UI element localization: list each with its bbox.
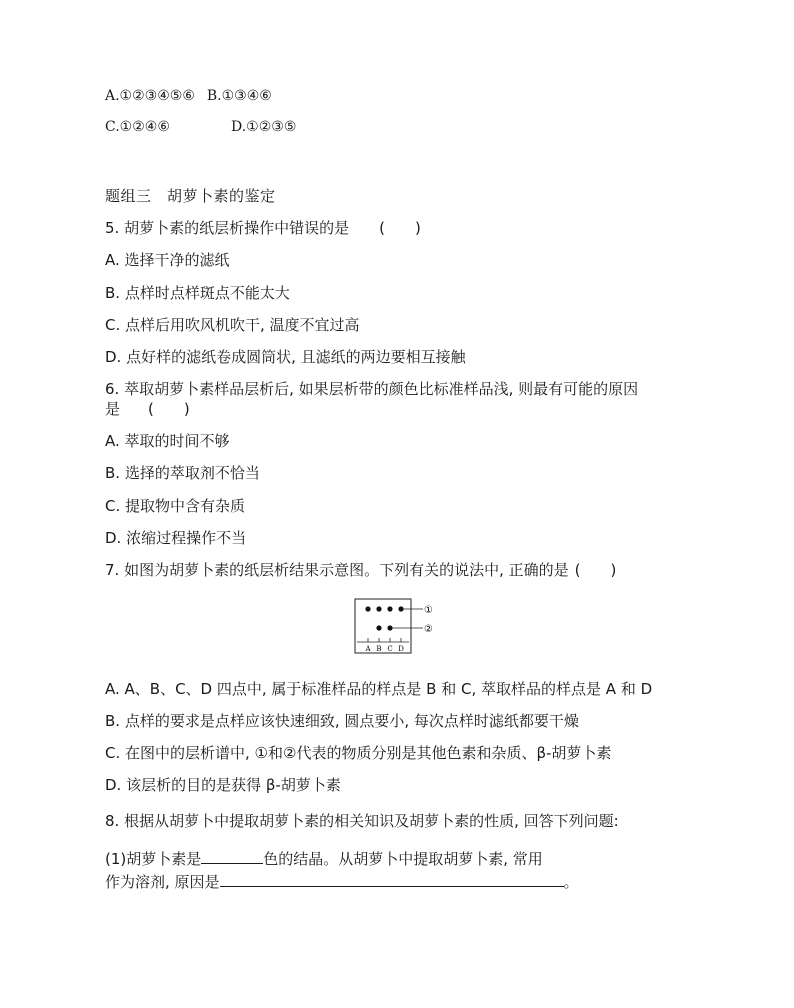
q8-sub1-text-3: 作为溶剂, 原因是 [105,873,220,891]
point-label-a: A [365,645,371,653]
q8-stem: 8. 根据从胡萝卜中提取胡萝卜素的相关知识及胡萝卜素的性质, 回答下列问题: [105,812,619,830]
q8-sub1-line1 [105,848,543,869]
q8-sub1-text-2: 色的结晶。从胡萝卜中提取胡萝卜素, 常用 [263,850,543,868]
q8-blank-color[interactable] [201,848,263,864]
q7-option-c: C. 在图中的层析谱中, ①和②代表的物质分别是其他色素和杂质、β-胡萝卜素 [105,744,612,762]
q7-option-b: B. 点样的要求是点样应该快速细致, 圆点要小, 每次点样时滤纸都要干燥 [105,712,579,730]
q6-answer-paren: ( ) [148,400,190,418]
section-title: 题组三 胡萝卜素的鉴定 [105,187,276,205]
spot-b-band2 [376,625,381,630]
prev-option-d: D.①②③⑤ [231,119,297,135]
q8-sub1-line2 [105,871,579,892]
prev-option-c: C.①②④⑥ [105,119,170,135]
q6-stem-line2 [105,399,190,419]
q5-option-a: A. 选择干净的滤纸 [105,251,230,269]
q5-stem [105,218,421,238]
spot-a-band1 [365,606,370,611]
prev-options-row-1 [105,86,272,106]
q5-option-d: D. 点好样的滤纸卷成圆筒状, 且滤纸的两边要相互接触 [105,348,466,366]
spot-d-band1 [398,606,403,611]
q7-stem [105,560,616,580]
q5-answer-paren: ( ) [379,219,421,237]
point-label-d: D [398,645,404,653]
q8-blank-reason[interactable] [220,871,564,887]
spot-b-band1 [376,606,381,611]
q5-option-c: C. 点样后用吹风机吹干, 温度不宜过高 [105,316,360,334]
q6-option-a: A. 萃取的时间不够 [105,432,230,450]
q5-option-b: B. 点样时点样斑点不能太大 [105,284,290,302]
band-label-2: ② [424,624,433,635]
q8-sub1-end: 。 [563,873,579,891]
q6-option-b: B. 选择的萃取剂不恰当 [105,464,260,482]
q7-stem-text: 7. 如图为胡萝卜素的纸层析结果示意图。下列有关的说法中, 正确的是 [105,561,569,579]
spot-c-band2 [387,625,392,630]
band-label-1: ① [424,605,433,616]
q5-stem-text: 5. 胡萝卜素的纸层析操作中错误的是 [105,219,350,237]
q6-stem-line1: 6. 萃取胡萝卜素样品层析后, 如果层析带的颜色比标准样品浅, 则最有可能的原因 [105,380,639,398]
q6-option-d: D. 浓缩过程操作不当 [105,529,247,547]
spot-c-band1 [387,606,392,611]
prev-option-a: A.①②③④⑤⑥ [105,88,195,104]
q7-option-a: A. A、B、C、D 四点中, 属于标准样品的样点是 B 和 C, 萃取样品的样点是 A 和 D [105,680,653,698]
q6-stem-line2-text: 是 [105,400,121,418]
point-label-c: C [387,645,393,653]
prev-option-b: B.①③④⑥ [206,88,272,104]
q8-sub1-text-1: (1)胡萝卜素是 [105,850,202,868]
q7-option-d: D. 该层析的目的是获得 β-胡萝卜素 [105,776,341,794]
q7-answer-paren: ( ) [574,561,617,579]
q6-option-c: C. 提取物中含有杂质 [105,497,246,515]
chromatography-diagram [353,598,443,656]
prev-options-row-2 [105,117,296,137]
point-label-b: B [376,645,382,653]
